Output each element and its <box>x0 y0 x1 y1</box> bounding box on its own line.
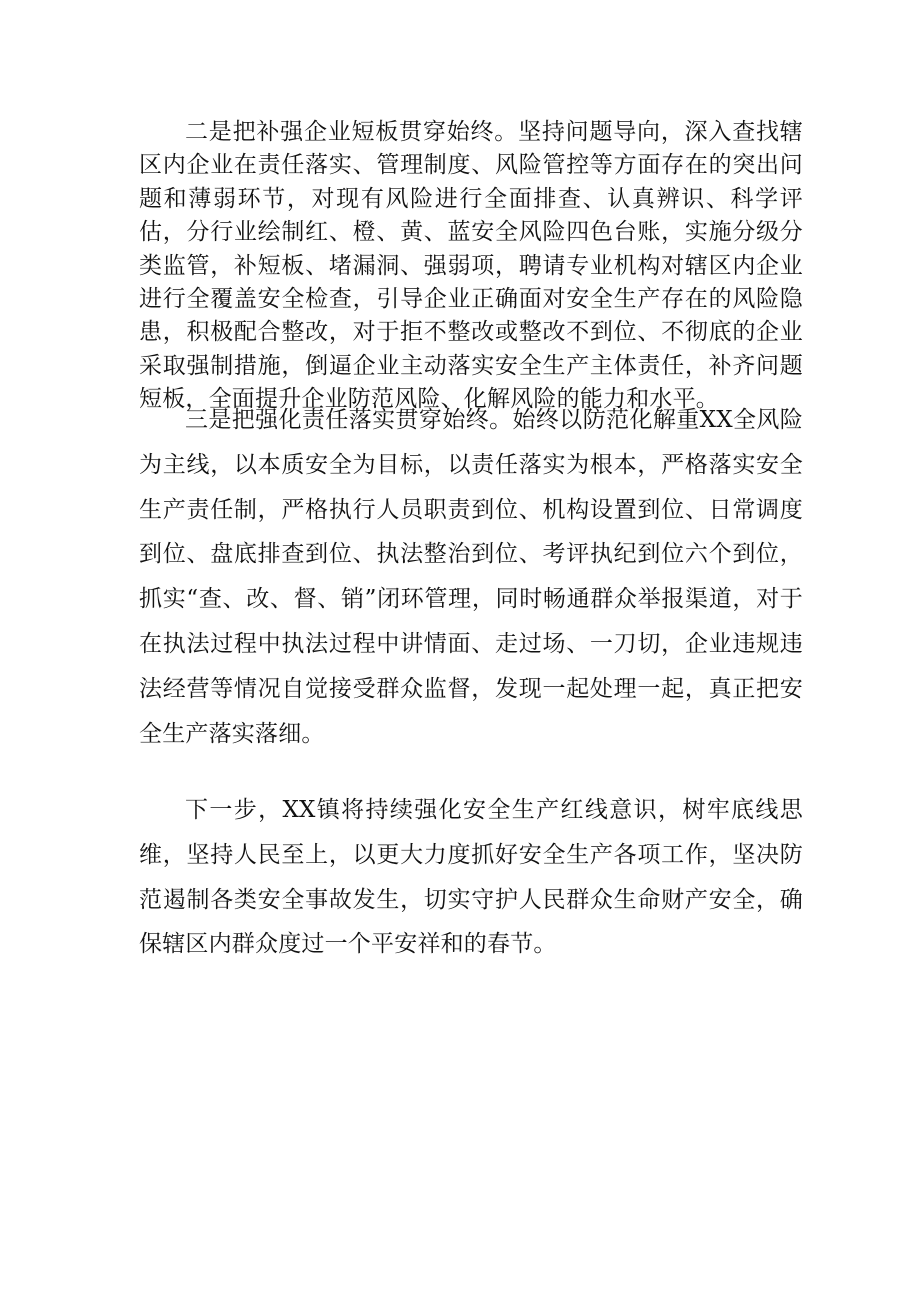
paragraph-supplement-weaknesses: 二是把补强企业短板贯穿始终。坚持问题导向，深入查找辖区内企业在责任落实、管理制度、风险管控等方面存在的突出问题和薄弱环节，对现有风险进行全面排查、认真辨识、科学评估，分行业绘制红、橙、黄、蓝安全风险四色台账，实施分级分类监管，补短板、堵漏洞、强弱项，聘请专业机构对辖区内企业进行全覆盖安全检查，引导企业正确面对安全生产存在的风险隐患，积极配合整改，对于拒不整改或整改不到位、不彻底的企业采取强制措施，倒逼企业主动落实安全生产主体责任，补齐问题短板，全面提升企业防范风险、化解风险的能力和水平。 <box>139 119 803 413</box>
paragraph-responsibility-implementation: 三是把强化责任落实贯穿始终。始终以防范化解重XX全风险为主线，以本质安全为目标，以责任落实为根本，严格落实安全生产责任制，严格执行人员职责到位、机构设置到位、日常调度到位、盘底排查到位、执法整治到位、考评执纪到位六个到位，抓实“查、改、督、销”闭环管理，同时畅通群众举报渠道，对于在执法过程中执法过程中讲情面、走过场、一刀切，企业违规违法经营等情况自觉接受群众监督，发现一起处理一起，真正把安全生产落实落细。 <box>139 407 803 747</box>
paragraph-next-steps: 下一步，XX镇将持续强化安全生产红线意识，树牢底线思维，坚持人民至上，以更大力度抓好安全生产各项工作，坚决防范遏制各类安全事故发生，切实守护人民群众生命财产安全，确保辖区内群众度过一个平安祥和的春节。 <box>139 797 803 958</box>
